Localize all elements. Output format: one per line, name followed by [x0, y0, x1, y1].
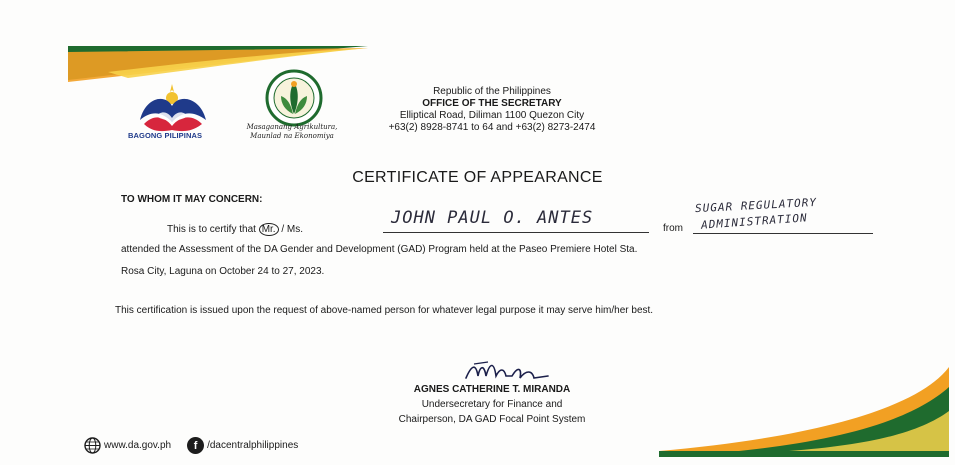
signatory-block — [372, 382, 612, 427]
organization-field — [693, 197, 873, 234]
footer — [84, 437, 308, 454]
da-motto — [233, 123, 351, 141]
name-field — [383, 206, 649, 233]
bagong-pilipinas-label: BAGONG PILIPINAS — [128, 131, 203, 140]
phone-line: +63(2) 8928-8741 to 64 and +63(2) 8273-2474 — [388, 122, 596, 133]
body-line-2: attended the Assessment of the DA Gender and Development (GAD) Program held at the Paseo Premiere Hotel Sta. — [121, 244, 638, 255]
purpose-line: This certification is issued upon the request of above-named person for whatever legal purpose it may serve him/her best. — [115, 305, 654, 316]
handwritten-name: JOHN PAUL O. ANTES — [391, 208, 594, 228]
footer-swoosh-graphic — [659, 367, 949, 457]
handwritten-org-line1: SUGAR REGULATORY — [694, 195, 818, 216]
handwritten-org-line2: ADMINISTRATION — [700, 211, 809, 232]
facebook-item[interactable] — [187, 437, 298, 454]
signatory-name: AGNES CATHERINE T. MIRANDA — [413, 384, 571, 395]
website-item[interactable] — [84, 437, 171, 454]
from-label: from — [663, 223, 683, 234]
mr-option-circled: Mr. — [259, 223, 279, 236]
certify-prefix: This is to certify that — [167, 224, 256, 235]
website-link[interactable]: www.da.gov.ph — [104, 440, 172, 451]
address-line: Elliptical Road, Diliman 1100 Quezon City — [399, 110, 585, 121]
signatory-title1: Undersecretary for Finance and — [421, 399, 563, 410]
office-header — [372, 86, 612, 134]
office-line: OFFICE OF THE SECRETARY — [422, 98, 562, 109]
signature-graphic — [462, 358, 552, 384]
da-motto-line2: Maunlad na Ekonomiya — [250, 132, 334, 140]
globe-icon — [84, 437, 101, 454]
facebook-link[interactable]: /dacentralphilippines — [207, 440, 299, 451]
certify-line — [167, 223, 303, 236]
signatory-title2: Chairperson, DA GAD Focal Point System — [398, 414, 586, 425]
department-of-agriculture-logo — [259, 68, 329, 128]
body-line-3: Rosa City, Laguna on October 24 to 27, 2023. — [121, 266, 325, 277]
salutation: TO WHOM IT MAY CONCERN: — [121, 194, 263, 205]
da-motto-line1: Masaganang Agrikultura, — [246, 123, 338, 131]
facebook-icon: f — [187, 437, 204, 454]
certificate-title: CERTIFICATE OF APPEARANCE — [352, 169, 603, 186]
republic-line: Republic of the Philippines — [433, 86, 551, 97]
ms-option: / Ms. — [281, 224, 304, 235]
